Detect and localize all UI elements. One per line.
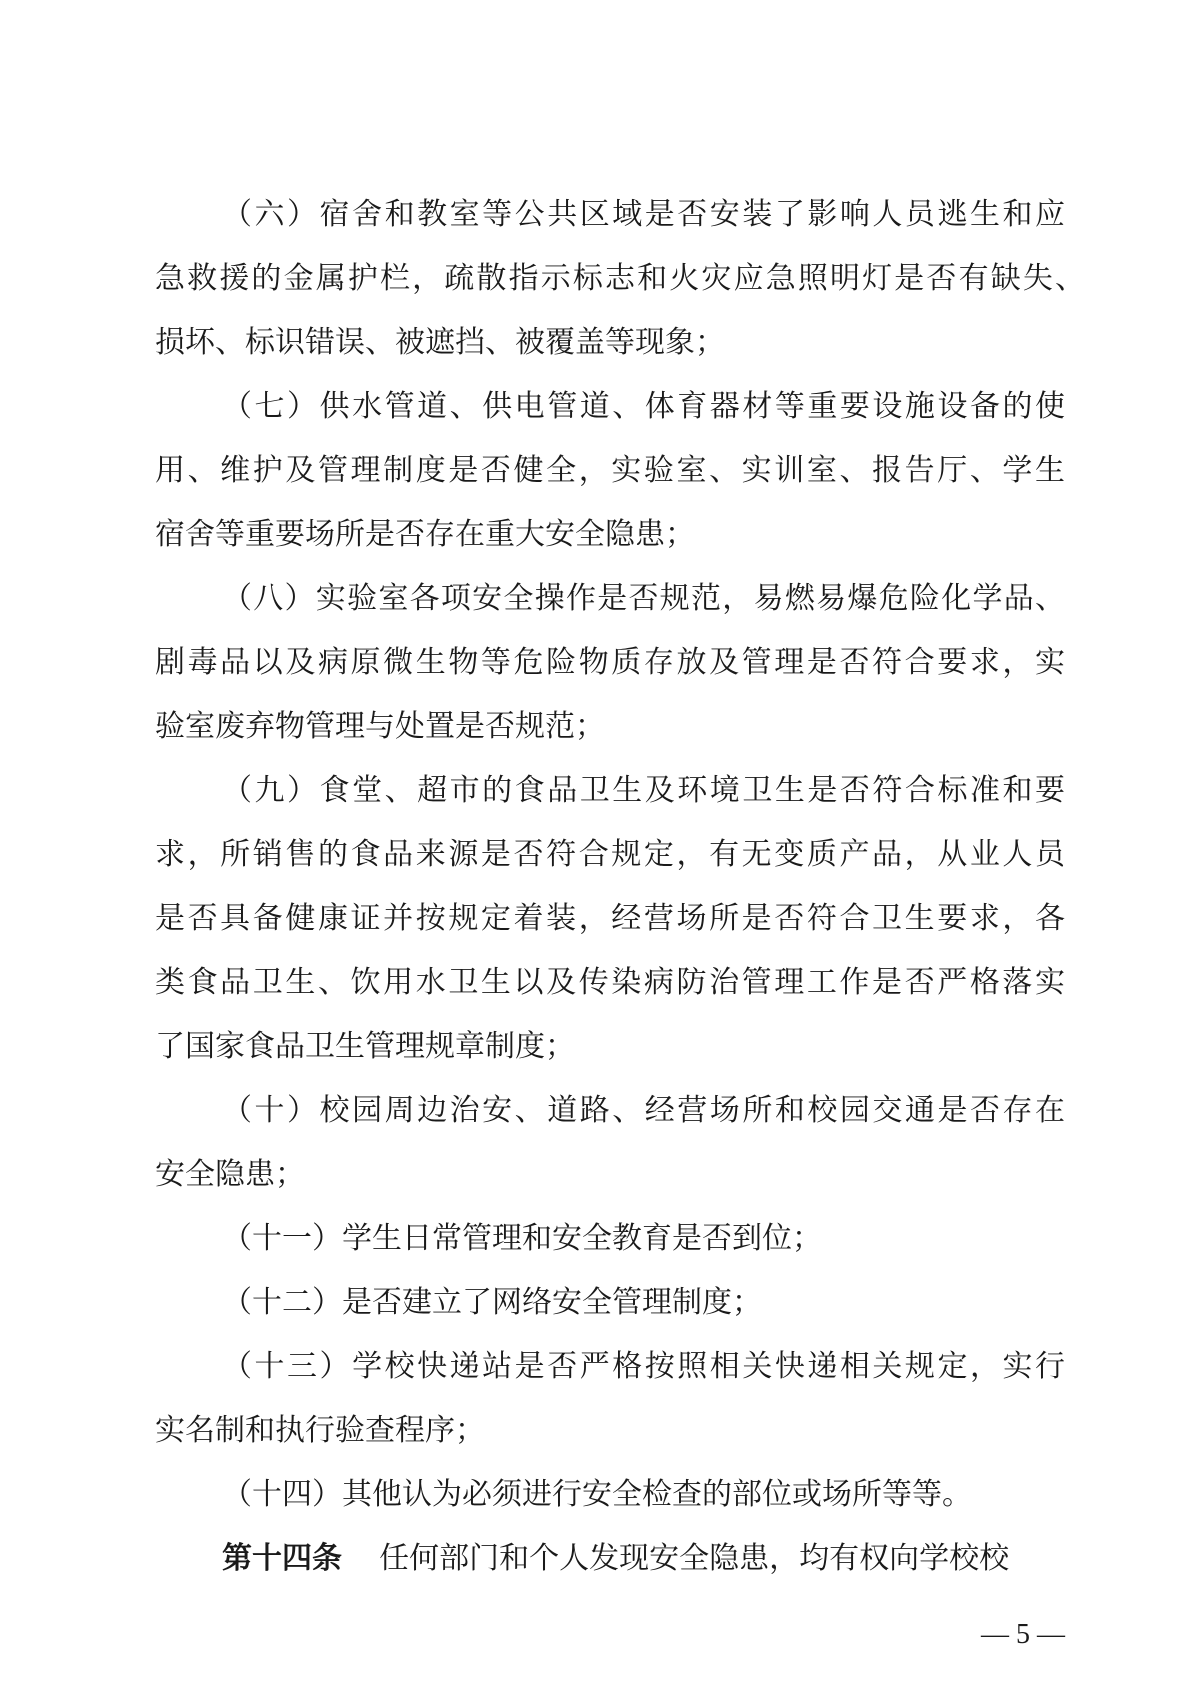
item-6-line-3: 损坏、标识错误、被遮挡、被覆盖等现象；	[155, 325, 725, 360]
item-8-line-1: （八）实验室各项安全操作是否规范，易燃易爆危险化学品、	[222, 581, 1065, 616]
item-14-line-1: （十四）其他认为必须进行安全检查的部位或场所等等。	[222, 1477, 972, 1512]
article-14-line-1	[222, 1527, 1065, 1591]
item-11-line-1: （十一）学生日常管理和安全教育是否到位；	[222, 1221, 822, 1256]
item-10-line-1: （十）校园周边治安、道路、经营场所和校园交通是否存在	[222, 1093, 1065, 1128]
article-text: 任何部门和个人发现安全隐患，均有权向学校校	[379, 1541, 1010, 1576]
item-9-line-2: 求，所销售的食品来源是否符合规定，有无变质产品，从业人员	[155, 837, 1065, 872]
item-8-line-2: 剧毒品以及病原微生物等危险物质存放及管理是否符合要求，实	[155, 645, 1065, 680]
item-6-line-1: （六）宿舍和教室等公共区域是否安装了影响人员逃生和应	[222, 197, 1065, 232]
item-7-line-3: 宿舍等重要场所是否存在重大安全隐患；	[155, 517, 695, 552]
item-8-line-3: 验室废弃物管理与处置是否规范；	[155, 709, 605, 744]
item-6-line-2: 急救援的金属护栏，疏散指示标志和火灾应急照明灯是否有缺失、	[155, 261, 1085, 296]
item-13-line-2: 实名制和执行验查程序；	[155, 1413, 485, 1448]
item-12-line-1: （十二）是否建立了网络安全管理制度；	[222, 1285, 762, 1320]
item-9-line-5: 了国家食品卫生管理规章制度；	[155, 1029, 575, 1064]
page-number: — 5 —	[981, 1619, 1065, 1650]
item-10-line-2: 安全隐患；	[155, 1157, 305, 1192]
article-heading: 第十四条	[222, 1541, 342, 1576]
item-13-line-1: （十三）学校快递站是否严格按照相关快递相关规定，实行	[222, 1349, 1065, 1384]
item-7-line-1: （七）供水管道、供电管道、体育器材等重要设施设备的使	[222, 389, 1065, 424]
item-9-line-3: 是否具备健康证并按规定着装，经营场所是否符合卫生要求，各	[155, 901, 1065, 936]
item-7-line-2: 用、维护及管理制度是否健全，实验室、实训室、报告厅、学生	[155, 453, 1065, 488]
item-9-line-1: （九）食堂、超市的食品卫生及环境卫生是否符合标准和要	[222, 773, 1065, 808]
item-9-line-4: 类食品卫生、饮用水卫生以及传染病防治管理工作是否严格落实	[155, 965, 1065, 1000]
